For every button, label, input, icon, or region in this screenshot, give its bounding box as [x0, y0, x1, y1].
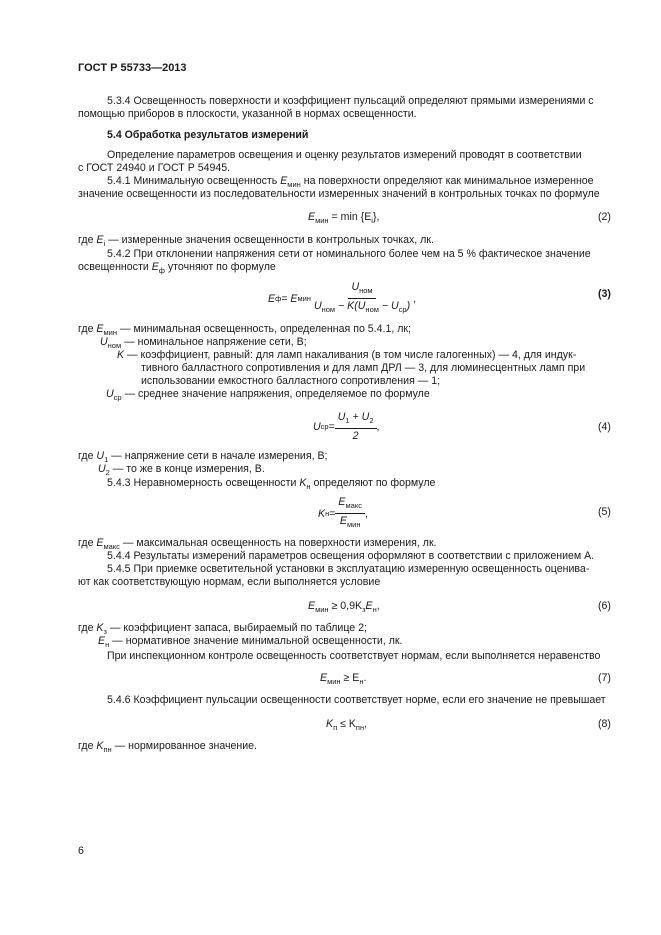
formula-3-fraction: $\frac{U_{ном}}{U_{ном} - K(U_{ном} - U_{ср})}$: [313, 281, 411, 314]
paragraph-5-4-1-line2: значение освещенности из последовательности измеренных значений в контрольных точках по формуле: [78, 188, 600, 200]
def-k-line3: использовании емкостного балластного сопротивления — 1;: [141, 375, 441, 387]
formula-7-number: (7): [598, 672, 611, 684]
formula-3-number: (3): [598, 288, 611, 300]
def-u1: где $U_1$ — напряжение сети в начале измерения, В;: [78, 450, 328, 464]
formula-8: $K_п \le K_{пн}$,: [326, 718, 368, 732]
formula-2-number: (2): [598, 211, 611, 223]
paragraph-5-4-5-line1: 5.4.5 При приемке осветительной установки в эксплуатацию измеренную освещенность оценива-: [107, 563, 590, 575]
formula-4-fraction: $\frac{U_1 + U_2}{2}$: [335, 411, 377, 442]
formula-4-number: (4): [598, 421, 611, 433]
paragraph-5-4-3: 5.4.3 Неравномерность освещенности $K_н$ определяют по формуле: [107, 477, 436, 491]
formula-3: E ф = E мин $\frac{U_{ном}}{U_{ном} - K(U_{ном} - U_{ср})}$ ,: [268, 281, 417, 314]
section-title: 5.4 Обработка результатов измерений: [107, 129, 309, 141]
paragraph-5-4-6: 5.4.6 Коэффициент пульсации освещенности соответствует норме, если его значение не превышает: [107, 694, 606, 706]
def-kz: где $K_з$ — коэффициент запаса, выбираемый по таблице 2;: [78, 622, 367, 636]
def-unom: $U_{ном}$ — номинальное напряжение сети, В;: [100, 336, 307, 350]
paragraph-5-4-1-line1: 5.4.1 Минимальную освещенность $E_{мин}$ на поверхности определяют как минимальное измеренное: [107, 175, 594, 189]
def-u2: $U_2$ — то же в конце измерения, В.: [98, 463, 265, 477]
paragraph-5-4-4: 5.4.4 Результаты измерений параметров освещения оформляют в соответствии с приложением А.: [107, 550, 595, 562]
paragraph-5-4-5-line2: ют как соответствующую нормам, если выполняется условие: [78, 576, 381, 588]
formula-6: $E_{мин} \ge 0,9K_зE_н$,: [308, 600, 380, 614]
formula-7: $E_{мин} \ge E_н$.: [320, 672, 367, 686]
formula-5-number: (5): [598, 506, 611, 518]
paragraph-5-4-line1: Определение параметров освещения и оценку результатов измерений проводят в соответствии: [107, 149, 582, 161]
where-kpn: где $K_{пн}$ — нормированное значение.: [78, 740, 257, 754]
formula-2: $E_{мин} = \min \{E_i\}$,: [308, 211, 380, 225]
formula-5-fraction: $\frac{E_{макс}}{E_{мин}}$: [335, 496, 365, 531]
where-ei: где $E_i$ — измеренные значения освещенности в контрольных точках, лк.: [78, 234, 434, 248]
paragraph-inspection: При инспекционном контроле освещенность соответствует нормам, если выполняется неравенство: [107, 650, 601, 662]
formula-5: K н = $\frac{E_{макс}}{E_{мин}}$ ,: [318, 496, 368, 529]
def-emin: где $E_{мин}$ — минимальная освещенность, определенная по 5.4.1, лк;: [78, 323, 411, 337]
def-k-line1: K — коэффициент, равный: для ламп накаливания (в том числе галогенных) — 4, для индук-: [117, 349, 577, 361]
where-emax: где $E_{макс}$ — максимальная освещенность на поверхности измерения, лк.: [78, 537, 437, 551]
formula-8-number: (8): [598, 718, 611, 730]
paragraph-5-4-line2: с ГОСТ 24940 и ГОСТ Р 54945.: [78, 162, 231, 174]
formula-6-number: (6): [598, 600, 611, 612]
paragraph-5-4-2-line2: освещенности $E_ф$ уточняют по формуле: [78, 261, 276, 275]
document-header: ГОСТ Р 55733—2013: [78, 62, 187, 74]
formula-4: U ср = $\frac{U_1 + U_2}{2}$ ,: [313, 411, 380, 442]
paragraph-5-3-4-line1: 5.3.4 Освещенность поверхности и коэффициент пульсаций определяют прямыми измерениями с: [107, 95, 594, 107]
def-k-line2: тивного балластного сопротивления и для ламп ДРЛ — 3, для люминесцентных ламп при: [141, 362, 586, 374]
paragraph-5-3-4-line2: помощью приборов в плоскости, указанной в нормах освещенности.: [78, 108, 417, 120]
def-ucp: $U_{ср}$ — среднее значение напряжения, определяемое по формуле: [106, 388, 430, 402]
paragraph-5-4-2-line1: 5.4.2 При отклонении напряжения сети от номинального более чем на 5 % фактическое значение: [107, 248, 591, 260]
page-number: 6: [78, 845, 84, 857]
def-en: $E_н$ — нормативное значение минимальной освещенности, лк.: [98, 635, 403, 649]
